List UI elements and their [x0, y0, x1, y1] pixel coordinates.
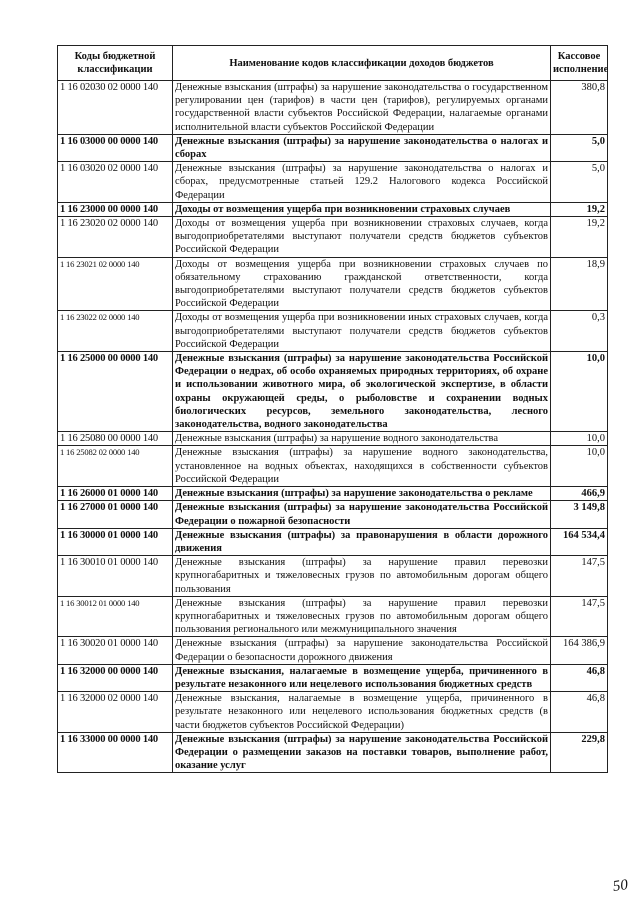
- row-name: Доходы от возмещения ущерба при возникновении страховых случаев по обязательному страхованию гражданской ответственности, когда выгодоприобретателями выступают получатели средств бюджетов субъектов Российской Федерации: [173, 257, 551, 311]
- table-row: [58, 352, 608, 432]
- row-code: 1 16 30010 01 0000 140: [58, 556, 173, 597]
- row-amount: 466,9: [551, 487, 608, 501]
- row-name: Денежные взыскания (штрафы) за правонарушения в области дорожного движения: [173, 528, 551, 555]
- table-row: [58, 257, 608, 311]
- row-amount: 10,0: [551, 446, 608, 487]
- table-row: [58, 596, 608, 637]
- row-code: 1 16 30012 01 0000 140: [58, 596, 173, 637]
- row-name: Доходы от возмещения ущерба при возникновении иных страховых случаев, когда выгодоприобретателями выступают получатели средств бюджетов субъектов Российской Федерации: [173, 311, 551, 352]
- row-name: Денежные взыскания (штрафы) за нарушение законодательства о государственном регулировании цен (тарифов) в части цен (тарифов), регулируемых органами государственной власти субъектов Российской Федерации, налагаемые органами исполнительной власти субъектов Российской Федерации: [173, 81, 551, 135]
- row-amount: 5,0: [551, 162, 608, 203]
- row-name: Денежные взыскания (штрафы) за нарушение законодательства Российской Федерации о недрах, об особо охраняемых природных территориях, об охране и использовании животного мира, об экологической экспертизе, в области охраны окружающей среды, о рыболовстве и сохранении водных биологических ресурсов, земельного законодательства, лесного законодательства, водного законодательства: [173, 352, 551, 432]
- table-row: [58, 134, 608, 161]
- row-amount: 5,0: [551, 134, 608, 161]
- row-code: 1 16 26000 01 0000 140: [58, 487, 173, 501]
- table-row: [58, 664, 608, 691]
- row-amount: 18,9: [551, 257, 608, 311]
- row-code: 1 16 27000 01 0000 140: [58, 501, 173, 528]
- row-name: Денежные взыскания (штрафы) за нарушение водного законодательства: [173, 432, 551, 446]
- row-amount: 46,8: [551, 692, 608, 733]
- table-row: [58, 732, 608, 773]
- table-row: [58, 217, 608, 258]
- row-name: Денежные взыскания (штрафы) за нарушение законодательства о налогах и сборах: [173, 134, 551, 161]
- row-amount: 0,3: [551, 311, 608, 352]
- table-row: [58, 637, 608, 664]
- row-code: 1 16 23022 02 0000 140: [58, 311, 173, 352]
- row-name: Денежные взыскания (штрафы) за нарушение законодательства Российской Федерации о безопасности дорожного движения: [173, 637, 551, 664]
- row-name: Денежные взыскания (штрафы) за нарушение законодательства о рекламе: [173, 487, 551, 501]
- row-amount: 19,2: [551, 202, 608, 216]
- row-name: Доходы от возмещения ущерба при возникновении страховых случаев, когда выгодоприобретателями выступают получатели средств бюджетов субъектов Российской Федерации: [173, 217, 551, 258]
- table-row: [58, 487, 608, 501]
- row-name: Доходы от возмещения ущерба при возникновении страховых случаев: [173, 202, 551, 216]
- table-row: [58, 501, 608, 528]
- row-name: Денежные взыскания (штрафы) за нарушение правил перевозки крупногабаритных и тяжеловесных грузов по автомобильным дорогам общего пользования: [173, 556, 551, 597]
- page-number: 50: [611, 877, 629, 895]
- row-amount: 3 149,8: [551, 501, 608, 528]
- row-amount: 229,8: [551, 732, 608, 773]
- revenue-table: [57, 45, 608, 773]
- table-row: [58, 311, 608, 352]
- row-amount: 19,2: [551, 217, 608, 258]
- row-name: Денежные взыскания, налагаемые в возмещение ущерба, причиненного в результате незаконного или нецелевого использования бюджетных средств: [173, 664, 551, 691]
- row-code: 1 16 03020 02 0000 140: [58, 162, 173, 203]
- row-name: Денежные взыскания (штрафы) за нарушение законодательства Российской Федерации о пожарной безопасности: [173, 501, 551, 528]
- row-code: 1 16 02030 02 0000 140: [58, 81, 173, 135]
- table-row: [58, 528, 608, 555]
- table-row: [58, 202, 608, 216]
- row-code: 1 16 23020 02 0000 140: [58, 217, 173, 258]
- table-header: [58, 46, 608, 81]
- row-amount: 10,0: [551, 432, 608, 446]
- row-amount: 46,8: [551, 664, 608, 691]
- row-code: 1 16 25000 00 0000 140: [58, 352, 173, 432]
- row-name: Денежные взыскания (штрафы) за нарушение законодательства Российской Федерации о размещении заказов на поставки товаров, выполнение работ, оказание услуг: [173, 732, 551, 773]
- row-code: 1 16 25082 02 0000 140: [58, 446, 173, 487]
- row-code: 1 16 23021 02 0000 140: [58, 257, 173, 311]
- row-name: Денежные взыскания (штрафы) за нарушение законодательства о налогах и сборах, предусмотренные статьей 129.2 Налогового кодекса Российской Федерации: [173, 162, 551, 203]
- row-code: 1 16 25080 00 0000 140: [58, 432, 173, 446]
- row-amount: 164 534,4: [551, 528, 608, 555]
- table-row: [58, 162, 608, 203]
- header-name: Наименование кодов классификации доходов бюджетов: [173, 46, 551, 81]
- row-amount: 10,0: [551, 352, 608, 432]
- row-name: Денежные взыскания, налагаемые в возмещение ущерба, причиненного в результате незаконного или нецелевого использования бюджетных средств (в части бюджетов субъектов Российской Федерации): [173, 692, 551, 733]
- row-name: Денежные взыскания (штрафы) за нарушение водного законодательства, установленное на водных объектах, находящихся в собственности субъектов Российской Федерации: [173, 446, 551, 487]
- row-name: Денежные взыскания (штрафы) за нарушение правил перевозки крупногабаритных и тяжеловесных грузов по автомобильным дорогам общего пользования регионального или межмуниципального значения: [173, 596, 551, 637]
- row-amount: 164 386,9: [551, 637, 608, 664]
- table-row: [58, 446, 608, 487]
- table-row: [58, 81, 608, 135]
- header-amount: Кассовое исполнение: [551, 46, 608, 81]
- row-code: 1 16 32000 02 0000 140: [58, 692, 173, 733]
- row-code: 1 16 03000 00 0000 140: [58, 134, 173, 161]
- table-body: [58, 81, 608, 773]
- row-code: 1 16 30020 01 0000 140: [58, 637, 173, 664]
- table-row: [58, 692, 608, 733]
- row-code: 1 16 32000 00 0000 140: [58, 664, 173, 691]
- table-row: [58, 556, 608, 597]
- row-amount: 147,5: [551, 596, 608, 637]
- row-code: 1 16 30000 01 0000 140: [58, 528, 173, 555]
- table-row: [58, 432, 608, 446]
- row-code: 1 16 33000 00 0000 140: [58, 732, 173, 773]
- row-amount: 380,8: [551, 81, 608, 135]
- header-code: Коды бюджетной классификации: [58, 46, 173, 81]
- row-code: 1 16 23000 00 0000 140: [58, 202, 173, 216]
- row-amount: 147,5: [551, 556, 608, 597]
